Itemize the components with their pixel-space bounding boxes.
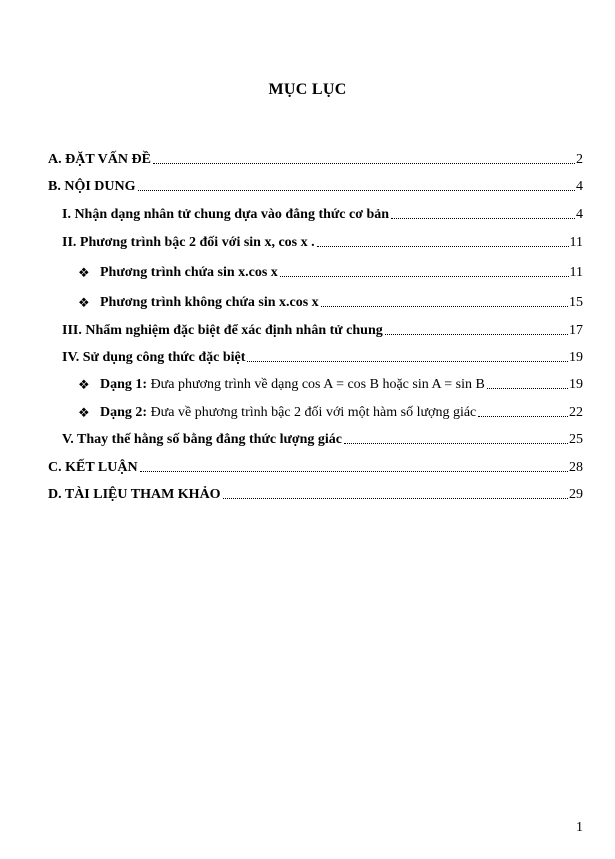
toc-leader-dots (317, 245, 569, 247)
toc-entry-a[interactable] (48, 151, 583, 168)
toc-entry-label: II. Phương trình bậc 2 đối với sin x, cos x . (62, 235, 315, 250)
toc-entry-label-rest: Đưa phương trình về dạng cos A = cos B hoặc sin A = sin B (150, 377, 485, 392)
toc-entry-b[interactable] (48, 178, 583, 195)
toc-entry-page: 17 (569, 323, 583, 338)
toc-entry-label: Phương trình không chứa sin x.cos x (100, 295, 319, 310)
toc-entry-page: 29 (569, 487, 583, 502)
toc-entry-c[interactable] (48, 459, 583, 476)
page-title: MỤC LỤC (268, 81, 347, 98)
toc-leader-dots (138, 189, 575, 191)
toc-entry-b-ii-1[interactable] (78, 264, 583, 281)
toc-entry-b-ii-2[interactable] (78, 294, 583, 311)
toc-leader-dots (247, 360, 568, 362)
toc-entry-label: V. Thay thế hằng số bằng đẳng thức lượng giác (62, 432, 342, 447)
toc-entry-page: 4 (576, 179, 583, 194)
toc-entry-page: 22 (569, 405, 583, 420)
toc-entry-label: Phương trình chứa sin x.cos x (100, 265, 278, 280)
toc-leader-dots (223, 497, 568, 499)
toc-entry-b-iv-1[interactable] (78, 376, 583, 393)
toc-entry-page: 25 (569, 432, 583, 447)
diamond-quad-icon: ❖ (78, 265, 90, 280)
toc-leader-dots (280, 275, 569, 277)
toc-entry-page: 19 (569, 350, 583, 365)
toc-entry-page: 15 (569, 295, 583, 310)
page-number: 1 (576, 820, 583, 835)
toc-leader-dots (487, 387, 568, 389)
toc-entry-label-bold: Dạng 1: (100, 377, 148, 392)
toc-entry-label-rest: Đưa về phương trình bậc 2 đối với một hàm số lượng giác (150, 405, 477, 420)
toc-entry-b-iv[interactable] (62, 349, 583, 366)
toc-leader-dots (140, 470, 568, 472)
toc-leader-dots (478, 415, 568, 417)
toc-entry-label: C. KẾT LUẬN (48, 460, 138, 475)
toc-entry-page: 28 (569, 460, 583, 475)
toc-entry-label: B. NỘI DUNG (48, 179, 136, 194)
toc-leader-dots (344, 442, 568, 444)
toc-entry-b-iii[interactable] (62, 322, 583, 339)
diamond-quad-icon: ❖ (78, 377, 90, 392)
toc-entry-page: 4 (576, 207, 583, 222)
diamond-quad-icon: ❖ (78, 405, 90, 420)
toc-entry-label: I. Nhận dạng nhân tử chung dựa vào đẳng thức cơ bản (62, 207, 390, 222)
toc-leader-dots (385, 333, 568, 335)
toc-entry-b-v[interactable] (62, 431, 583, 448)
toc-entry-label: IV. Sử dụng công thức đặc biệt (62, 350, 246, 365)
toc-entry-label: D. TÀI LIỆU THAM KHẢO (48, 487, 221, 502)
toc-leader-dots (391, 217, 575, 219)
toc-entry-page: 11 (569, 235, 583, 250)
toc-entry-b-ii[interactable] (62, 234, 583, 251)
toc-entry-page: 11 (569, 265, 583, 280)
toc-entry-page: 2 (576, 152, 583, 167)
toc-leader-dots (153, 162, 575, 164)
diamond-quad-icon: ❖ (78, 295, 90, 310)
toc-entry-b-i[interactable] (62, 206, 583, 223)
toc-leader-dots (321, 305, 568, 307)
toc-entry-label-bold: Dạng 2: (100, 405, 148, 420)
toc-entry-b-iv-2[interactable] (78, 404, 583, 421)
toc-entry-d[interactable] (48, 486, 583, 503)
toc-entry-page: 19 (569, 377, 583, 392)
toc-entry-label: A. ĐẶT VẤN ĐỀ (48, 152, 151, 167)
toc-entry-label: III. Nhẩm nghiệm đặc biệt để xác định nhân tử chung (62, 323, 383, 338)
